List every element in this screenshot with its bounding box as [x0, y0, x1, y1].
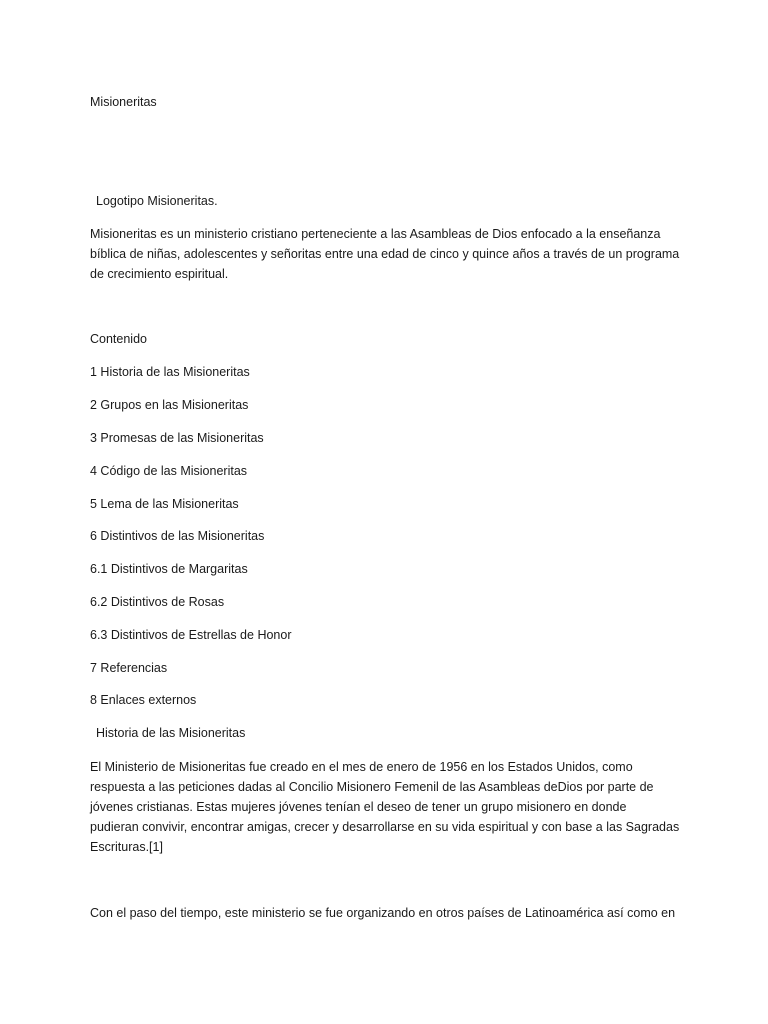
intro-line: Misioneritas es un ministerio cristiano perteneciente a las Asambleas de Dios enfocado a la enseñanza	[90, 227, 661, 241]
toc-item[interactable]: 2 Grupos en las Misioneritas	[90, 398, 249, 412]
toc-item[interactable]: 6 Distintivos de las Misioneritas	[90, 529, 265, 543]
toc-item[interactable]: 6.2 Distintivos de Rosas	[90, 595, 225, 609]
toc-item[interactable]: 1 Historia de las Misioneritas	[90, 365, 250, 379]
section-heading: Historia de las Misioneritas	[96, 726, 246, 740]
history-paragraph	[90, 757, 690, 857]
history-line: Escrituras.[1]	[90, 840, 163, 854]
history-line: pudieran convivir, encontrar amigas, crecer y desarrollarse en su vida espiritual y con base a las Sagradas	[90, 820, 680, 834]
toc-item[interactable]: 5 Lema de las Misioneritas	[90, 497, 239, 511]
history-line: respuesta a las peticiones dadas al Concilio Misionero Femenil de las Asambleas deDios por parte de	[90, 780, 654, 794]
document-title: Misioneritas	[90, 95, 157, 109]
intro-line: bíblica de niñas, adolescentes y señoritas entre una edad de cinco y quince años a través de un programa	[90, 247, 680, 261]
logo-caption: Logotipo Misioneritas.	[96, 194, 218, 208]
intro-paragraph	[90, 224, 690, 284]
toc-item[interactable]: 3 Promesas de las Misioneritas	[90, 431, 264, 445]
toc-item[interactable]: 8 Enlaces externos	[90, 693, 197, 707]
final-paragraph-line: Con el paso del tiempo, este ministerio se fue organizando en otros países de Latinoamérica así como en	[90, 906, 676, 920]
history-line: jóvenes cristianas. Estas mujeres jóvenes tenían el deseo de tener un grupo misionero en donde	[90, 800, 627, 814]
toc-item[interactable]: 6.3 Distintivos de Estrellas de Honor	[90, 628, 292, 642]
toc-heading: Contenido	[90, 332, 147, 346]
history-line: El Ministerio de Misioneritas fue creado en el mes de enero de 1956 en los Estados Unidos, como	[90, 760, 633, 774]
toc-item[interactable]: 4 Código de las Misioneritas	[90, 464, 248, 478]
intro-line: de crecimiento espiritual.	[90, 267, 229, 281]
toc-item[interactable]: 7 Referencias	[90, 661, 168, 675]
toc-item[interactable]: 6.1 Distintivos de Margaritas	[90, 562, 248, 576]
